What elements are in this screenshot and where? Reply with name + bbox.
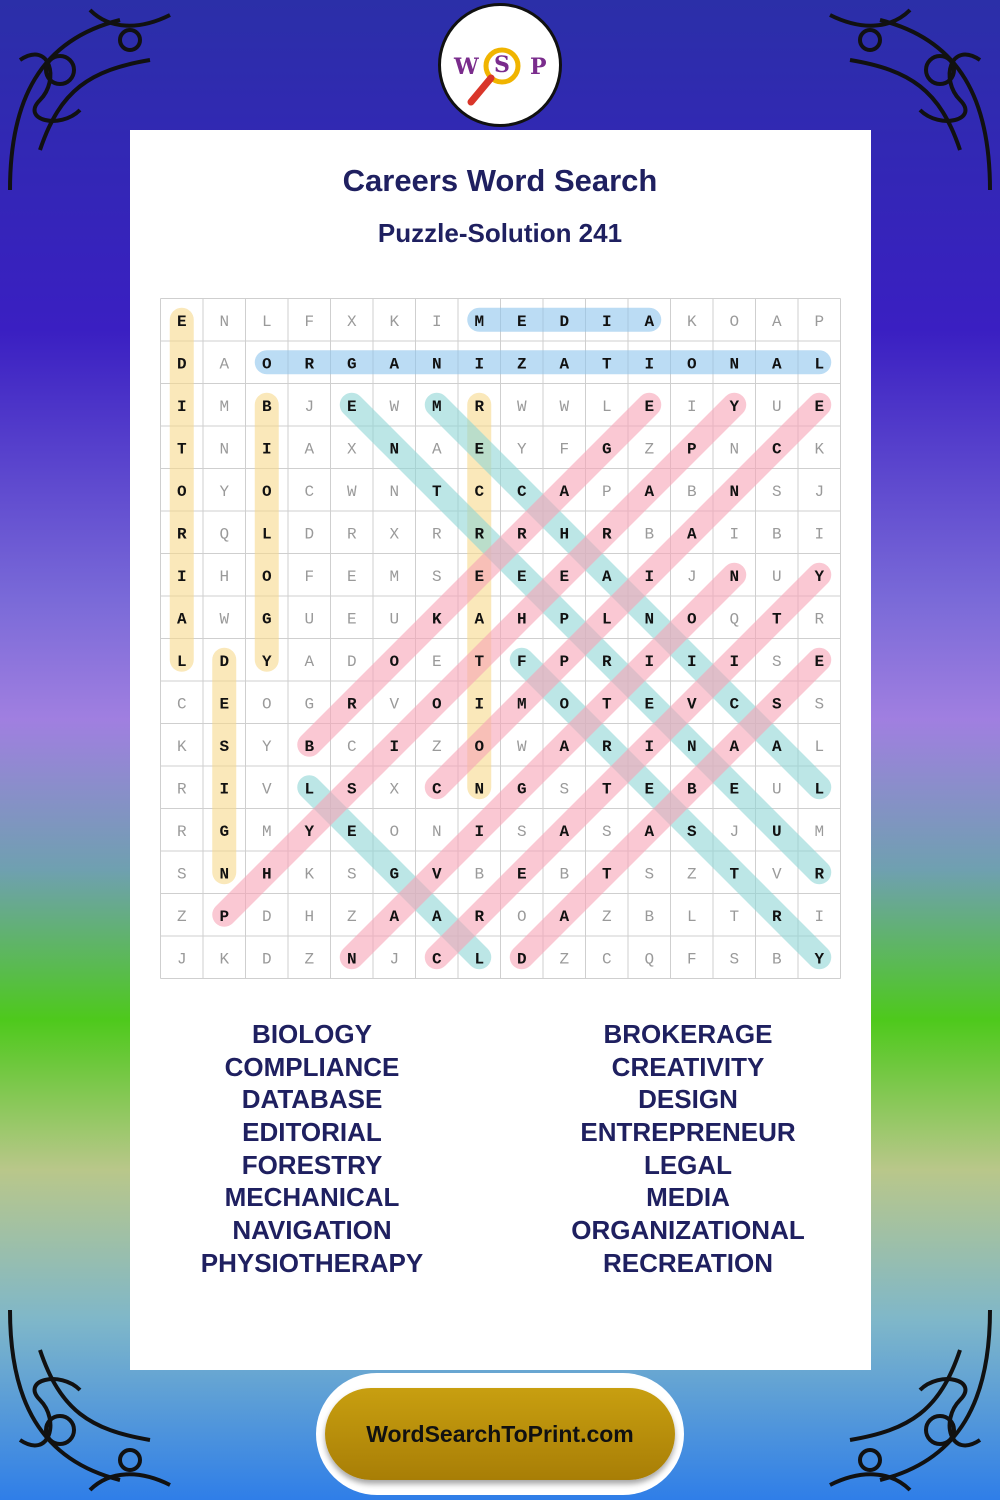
grid-cell: T [729,865,740,884]
grid-cell: Y [304,822,315,841]
grid-cell: E [644,397,655,416]
grid-cell: C [304,482,315,501]
grid-cell: A [219,355,230,374]
grid-cell: I [176,397,187,416]
grid-cell: U [771,780,782,799]
grid-cell: Y [814,567,825,586]
grid-cell: B [261,397,272,416]
grid-cell: O [729,312,740,331]
grid-cell: Q [644,950,655,969]
grid-cell: C [474,482,485,501]
grid-cell: A [559,355,570,374]
grid-cell: D [261,907,272,926]
grid-cell: S [516,822,527,841]
word-list-item: ORGANIZATIONAL [571,1215,805,1246]
grid-cell: H [304,907,315,926]
grid-cell: G [601,440,612,459]
grid-cell: P [559,610,570,629]
grid-cell: N [729,482,740,501]
grid-cell: O [474,737,485,756]
grid-cell: P [814,312,825,331]
grid-cell: O [389,652,400,671]
grid-cell: E [814,397,825,416]
grid-cell: N [219,440,230,459]
website-link-label: WordSearchToPrint.com [366,1420,634,1447]
grid-cell: V [686,695,697,714]
grid-cell: A [304,440,315,459]
grid-cell: Z [176,907,187,926]
grid-cell: H [516,610,527,629]
grid-cell: R [771,907,782,926]
grid-cell: X [346,440,357,459]
grid-cell: K [176,737,187,756]
grid-cell: A [304,652,315,671]
word-list-item: MEDIA [646,1182,730,1213]
grid-cell: Y [219,482,230,501]
grid-cell: S [644,865,655,884]
grid-cell: N [389,440,400,459]
grid-cell: L [601,610,612,629]
grid-cell: F [516,652,527,671]
word-list-item: ENTREPRENEUR [580,1117,796,1148]
grid-cell: O [516,907,527,926]
grid-cell: U [771,822,782,841]
grid-cell: S [729,950,740,969]
grid-cell: Z [431,737,442,756]
grid-cell: G [389,865,400,884]
grid-cell: A [431,907,442,926]
grid-cell: T [601,695,612,714]
grid-cell: Q [219,525,230,544]
logo-letter-w: W [454,54,479,80]
grid-cell: R [601,652,612,671]
grid-cell: I [474,822,485,841]
grid-cell: I [474,695,485,714]
grid-cell: S [346,780,357,799]
page-title: Careers Word Search [342,163,658,198]
grid-cell: E [346,610,357,629]
grid-cell: E [644,695,655,714]
grid-cell: O [686,610,697,629]
logo-letter-p: P [530,54,547,80]
grid-cell: B [686,780,697,799]
site-logo[interactable] [438,3,562,127]
grid-cell: A [559,907,570,926]
word-list-item: NAVIGATION [232,1215,392,1246]
grid-cell: U [389,610,400,629]
grid-cell: Z [346,907,357,926]
grid-cell: M [389,567,400,586]
grid-cell: I [644,652,655,671]
grid-cell: T [729,907,740,926]
grid-cell: R [431,525,442,544]
grid-cell: E [559,567,570,586]
grid-cell: G [219,822,230,841]
grid-cell: A [644,312,655,331]
grid-cell: I [686,652,697,671]
grid-cell: T [431,482,442,501]
grid-cell: H [219,567,230,586]
grid-cell: O [261,482,272,501]
grid-cell: D [304,525,315,544]
word-list-item: EDITORIAL [242,1117,382,1148]
grid-cell: A [389,907,400,926]
grid-cell: I [389,737,400,756]
grid-cell: Z [686,865,697,884]
grid-cell: E [346,822,357,841]
grid-cell: F [304,567,315,586]
grid-cell: A [431,440,442,459]
grid-cell: G [261,610,272,629]
grid-cell: W [559,397,570,416]
grid-cell: I [686,397,697,416]
grid-cell: X [389,780,400,799]
grid-cell: A [771,355,782,374]
grid-cell: V [261,780,272,799]
grid-cell: S [601,822,612,841]
grid-cell: N [729,567,740,586]
grid-cell: L [474,950,485,969]
grid-cell: Z [516,355,527,374]
grid-cell: U [771,397,782,416]
grid-cell: E [346,397,357,416]
word-list-item: RECREATION [603,1247,773,1278]
grid-cell: Z [644,440,655,459]
grid-cell: R [346,695,357,714]
grid-cell: L [261,312,272,331]
grid-cell: E [729,780,740,799]
grid-cell: I [729,525,740,544]
grid-cell: P [686,440,697,459]
grid-cell: N [219,312,230,331]
grid-cell: P [601,482,612,501]
grid-cell: Z [304,950,315,969]
grid-cell: R [474,397,485,416]
grid-cell: V [771,865,782,884]
grid-cell: B [304,737,315,756]
grid-cell: B [771,525,782,544]
grid-cell: P [219,907,230,926]
grid-cell: O [176,482,187,501]
grid-cell: U [304,610,315,629]
grid-cell: R [601,737,612,756]
grid-cell: M [474,312,485,331]
grid-cell: K [814,440,825,459]
grid-cell: A [601,567,612,586]
word-list-item: COMPLIANCE [224,1051,400,1082]
grid-cell: R [304,355,315,374]
grid-cell: N [346,950,357,969]
grid-cell: C [601,950,612,969]
grid-cell: R [814,865,825,884]
grid-cell: R [601,525,612,544]
grid-cell: S [771,482,782,501]
grid-cell: J [686,567,697,586]
grid-cell: M [516,695,527,714]
grid-cell: S [559,780,570,799]
website-link-button[interactable] [325,1388,675,1480]
grid-cell: J [176,950,187,969]
grid-cell: J [814,482,825,501]
grid-cell: D [261,950,272,969]
grid-cell: G [516,780,527,799]
grid-cell: T [771,610,782,629]
grid-cell: X [346,312,357,331]
grid-cell: C [771,440,782,459]
grid-cell: F [686,950,697,969]
grid-cell: Z [601,907,612,926]
grid-cell: D [219,652,230,671]
word-list-item: BIOLOGY [252,1019,372,1049]
grid-cell: A [559,822,570,841]
grid-cell: E [474,440,485,459]
grid-cell: O [389,822,400,841]
grid-cell: O [559,695,570,714]
grid-cell: T [601,355,612,374]
grid-cell: U [771,567,782,586]
word-list-item: DESIGN [638,1084,738,1115]
grid-cell: S [686,822,697,841]
grid-cell: Q [729,610,740,629]
grid-cell: Y [516,440,527,459]
grid-cell: C [176,695,187,714]
grid-cell: G [346,355,357,374]
grid-cell: D [516,950,527,969]
grid-cell: I [814,525,825,544]
grid-cell: A [559,482,570,501]
grid-cell: I [814,907,825,926]
grid-cell: E [474,567,485,586]
grid-cell: B [644,907,655,926]
grid-cell: T [601,865,612,884]
grid-cell: P [559,652,570,671]
word-list-item: BROKERAGE [603,1019,773,1049]
grid-cell: Y [729,397,740,416]
grid-cell: D [346,652,357,671]
grid-cell: W [516,737,527,756]
grid-cell: S [814,695,825,714]
grid-cell: B [771,950,782,969]
grid-cell: J [304,397,315,416]
grid-cell: D [176,355,187,374]
grid-cell: E [346,567,357,586]
grid-cell: E [219,695,230,714]
grid-cell: N [389,482,400,501]
grid-cell: I [644,355,655,374]
grid-cell: O [431,695,442,714]
grid-cell: K [219,950,230,969]
grid-cell: N [729,440,740,459]
grid-cell: A [644,482,655,501]
grid-cell: V [431,865,442,884]
word-list-item: CREATIVITY [611,1051,765,1082]
grid-cell: F [304,312,315,331]
grid-cell: N [474,780,485,799]
grid-cell: H [261,865,272,884]
word-list-item: LEGAL [643,1149,733,1180]
grid-cell: M [814,822,825,841]
grid-cell: I [644,737,655,756]
grid-cell: R [176,525,187,544]
grid-cell: Z [559,950,570,969]
grid-cell: C [431,950,442,969]
grid-cell: O [261,355,272,374]
grid-cell: L [304,780,315,799]
grid-cell: T [176,440,187,459]
grid-cell: C [346,737,357,756]
grid-cell: E [814,652,825,671]
grid-cell: E [176,312,187,331]
grid-cell: S [431,567,442,586]
grid-cell: K [686,312,697,331]
grid-cell: A [771,312,782,331]
grid-cell: W [219,610,230,629]
grid-cell: W [516,397,527,416]
grid-cell: R [176,780,187,799]
grid-cell: J [729,822,740,841]
grid-cell: I [219,780,230,799]
grid-cell: A [686,525,697,544]
grid-cell: O [686,355,697,374]
word-list-left [112,1018,512,1280]
grid-cell: N [729,355,740,374]
grid-cell: E [516,865,527,884]
grid-cell: E [516,312,527,331]
grid-cell: L [814,737,825,756]
grid-cell: N [686,737,697,756]
grid-cell: B [644,525,655,544]
grid-cell: L [814,355,825,374]
grid-cell: K [431,610,442,629]
letter-grid [160,298,841,979]
grid-cell: I [601,312,612,331]
grid-cell: D [559,312,570,331]
word-list-item: FORESTRY [241,1149,383,1180]
grid-cell: S [176,865,187,884]
grid-cell: Y [814,950,825,969]
grid-cell: I [474,355,485,374]
grid-cell: O [261,695,272,714]
grid-cell: S [771,695,782,714]
grid-cell: G [304,695,315,714]
grid-cell: W [346,482,357,501]
grid-cell: R [516,525,527,544]
grid-cell: B [686,482,697,501]
grid-cell: F [559,440,570,459]
word-list-right [488,1018,888,1280]
word-list-item: MECHANICAL [224,1182,400,1213]
grid-cell: C [729,695,740,714]
grid-cell: M [431,397,442,416]
grid-cell: N [431,822,442,841]
grid-cell: A [729,737,740,756]
grid-cell: J [389,950,400,969]
grid-cell: M [219,397,230,416]
grid-cell: V [389,695,400,714]
grid-cell: I [261,440,272,459]
grid-cell: S [346,865,357,884]
grid-cell: E [431,652,442,671]
grid-cell: L [814,780,825,799]
grid-cell: N [219,865,230,884]
grid-cell: A [176,610,187,629]
grid-cell: B [559,865,570,884]
grid-cell: A [559,737,570,756]
grid-cell: I [729,652,740,671]
grid-cell: Y [261,737,272,756]
grid-cell: Y [261,652,272,671]
grid-cell: L [686,907,697,926]
grid-cell: R [474,907,485,926]
grid-cell: I [431,312,442,331]
grid-cell: R [176,822,187,841]
grid-cell: N [644,610,655,629]
grid-cell: T [601,780,612,799]
word-list-item: PHYSIOTHERAPY [200,1247,424,1278]
grid-cell: S [219,737,230,756]
grid-cell: T [474,652,485,671]
grid-cell: S [771,652,782,671]
grid-cell: H [559,525,570,544]
grid-cell: A [389,355,400,374]
grid-cell: C [431,780,442,799]
page-subtitle: Puzzle-Solution 241 [377,218,623,248]
grid-cell: W [389,397,400,416]
grid-cell: B [474,865,485,884]
grid-cell: A [771,737,782,756]
grid-cell: O [261,567,272,586]
grid-cell: A [644,822,655,841]
grid-cell: R [474,525,485,544]
grid-cell: L [261,525,272,544]
grid-cell: E [644,780,655,799]
grid-cell: M [261,822,272,841]
grid-cell: L [601,397,612,416]
grid-cell: C [516,482,527,501]
grid-cell: K [389,312,400,331]
grid-cell: N [431,355,442,374]
grid-cell: R [814,610,825,629]
logo-letter-s: S [494,52,510,78]
word-list-item: DATABASE [241,1084,383,1115]
grid-cell: I [176,567,187,586]
grid-cell: R [346,525,357,544]
grid-cell: L [176,652,187,671]
grid-cell: X [389,525,400,544]
grid-cell: E [516,567,527,586]
grid-cell: A [474,610,485,629]
grid-cell: I [644,567,655,586]
grid-cell: K [304,865,315,884]
